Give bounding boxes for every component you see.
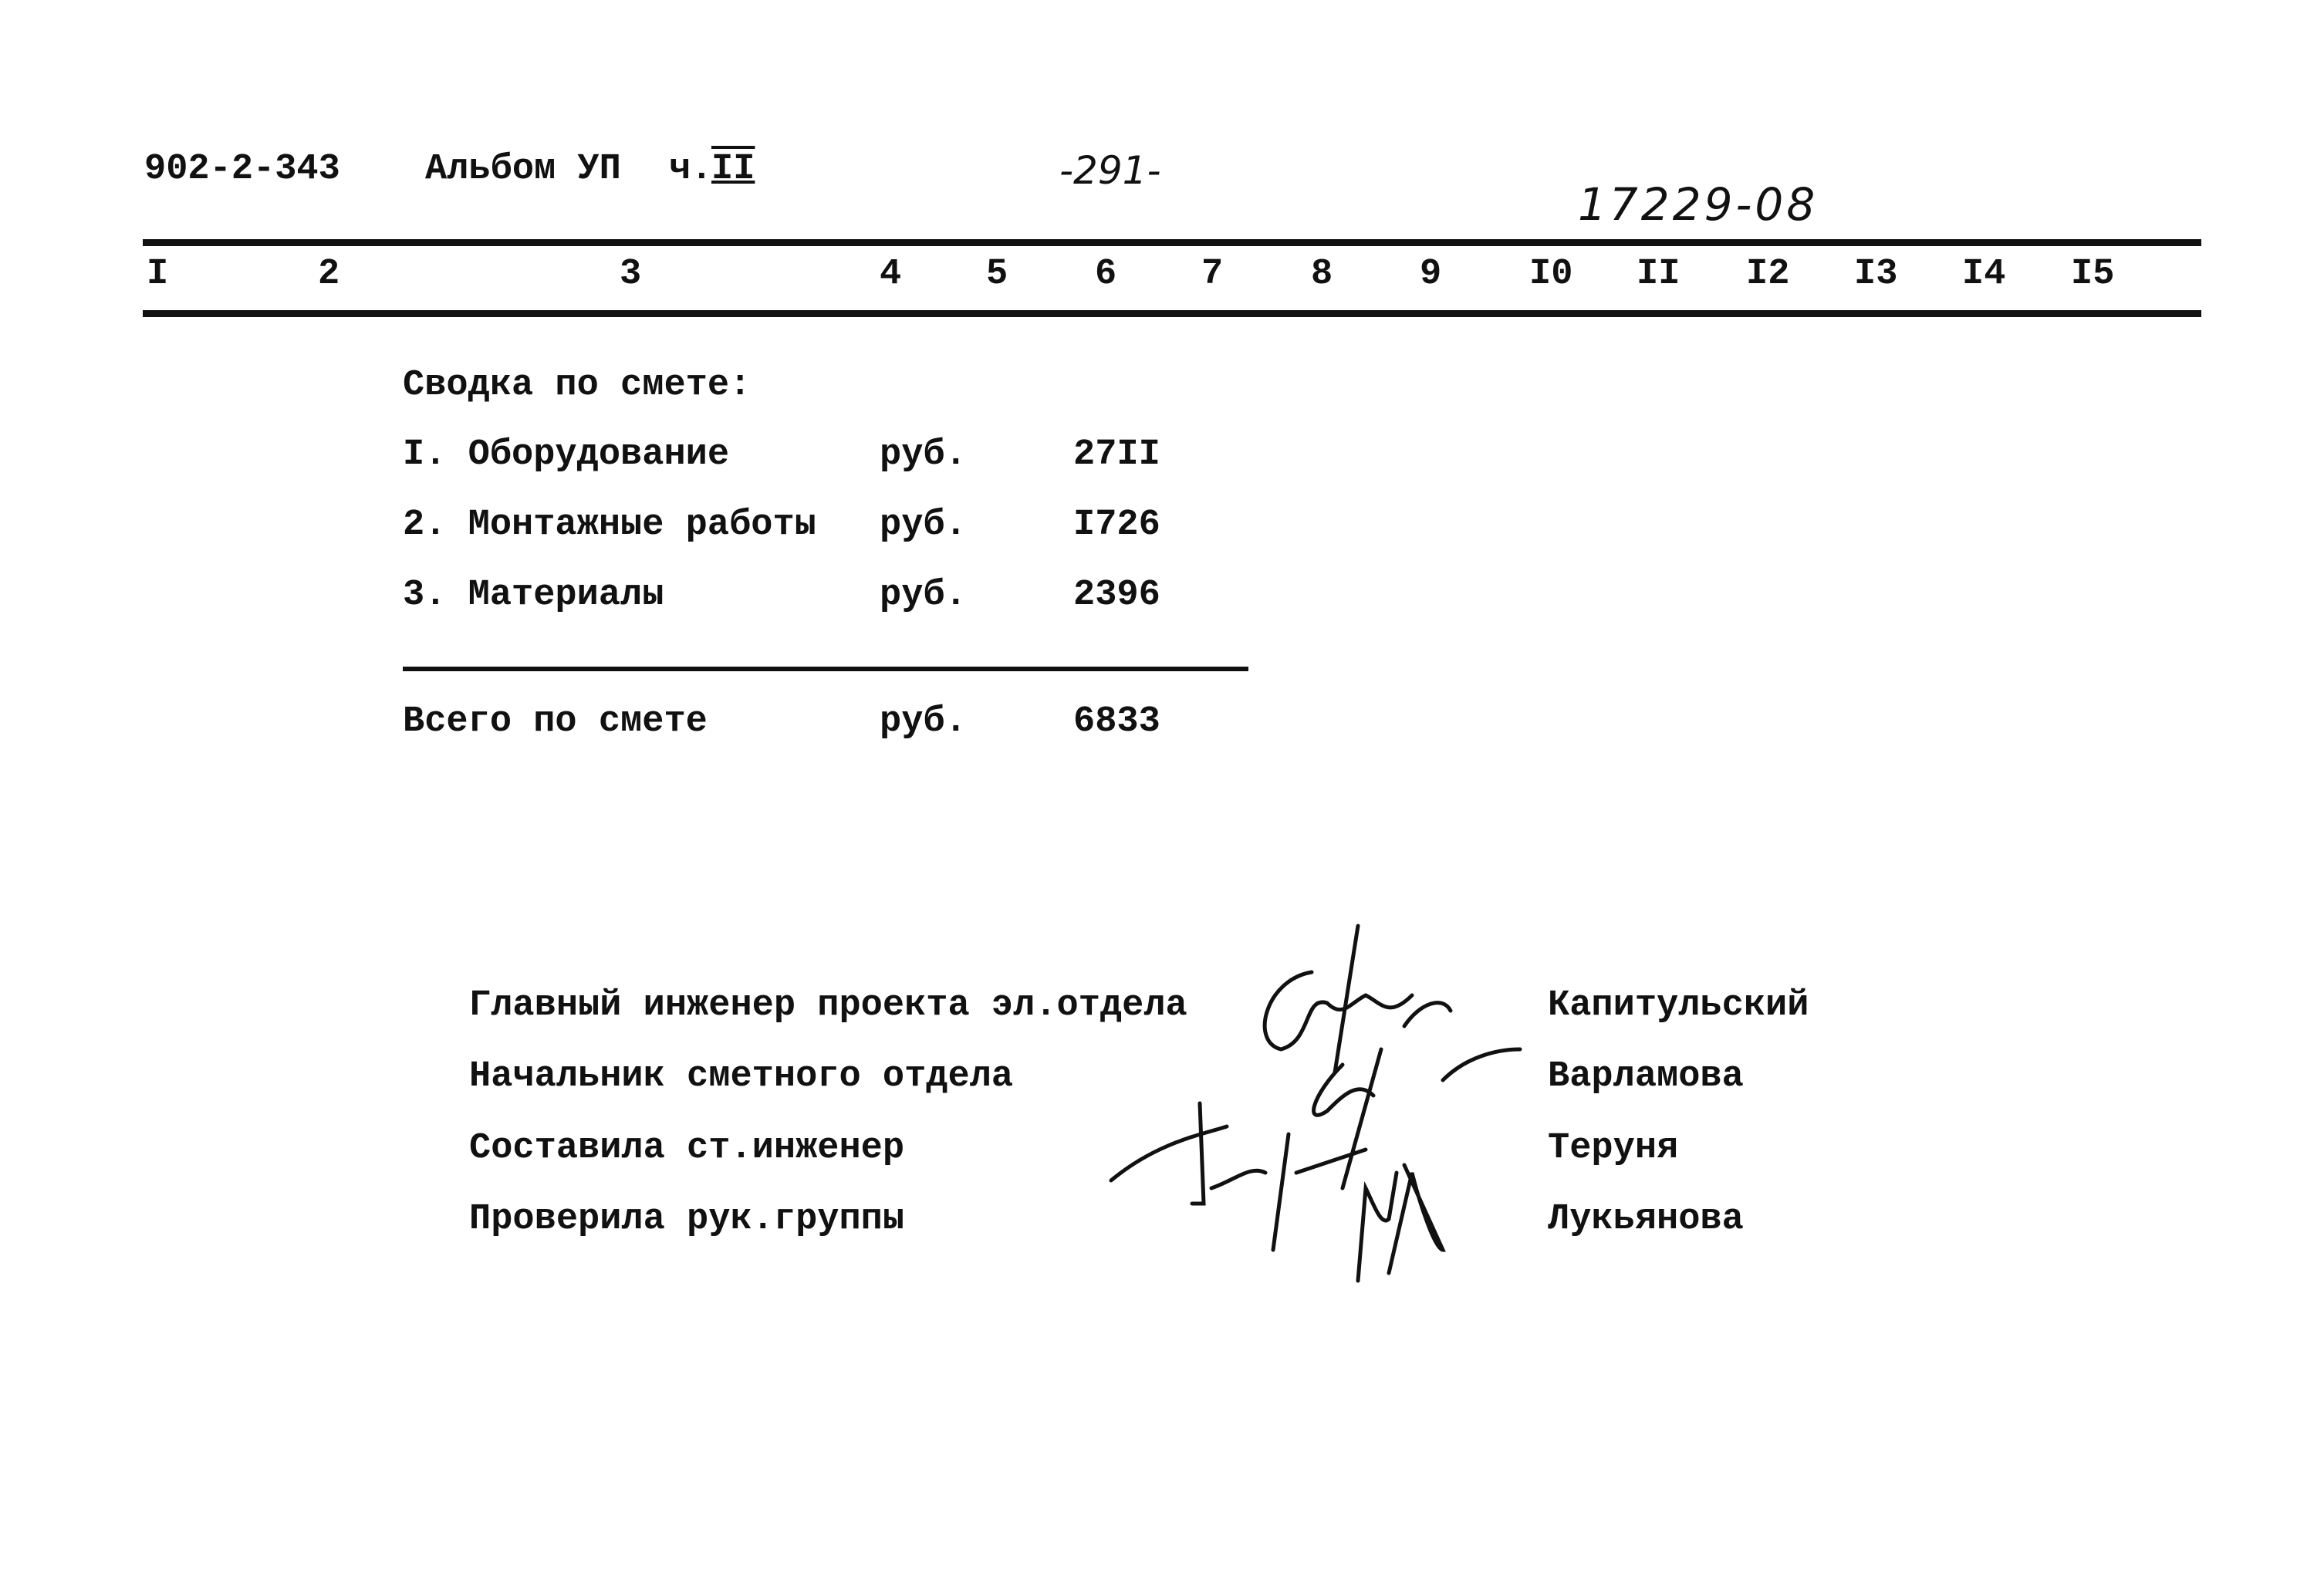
signatory-role: Составила ст.инженер <box>469 1128 905 1169</box>
column-number: I3 <box>1854 254 1898 295</box>
column-number: I <box>147 254 169 295</box>
total-unit: руб. <box>880 701 967 742</box>
column-number: I4 <box>1962 254 2006 295</box>
summary-title: Сводка по смете: <box>403 365 752 406</box>
signatory-role: Начальник сметного отдела <box>469 1056 1014 1097</box>
signatory-name: Лукьянова <box>1548 1199 1744 1240</box>
column-number: I2 <box>1746 254 1790 295</box>
signature-lukyanova <box>1358 1165 1443 1281</box>
page-number: -291- <box>1059 148 1161 193</box>
signature-varlamova <box>1314 1049 1520 1188</box>
signatory-name: Варламова <box>1548 1056 1744 1097</box>
summary-row-label: 2. Монтажные работы <box>403 505 816 545</box>
summary-row-value: I726 <box>1073 505 1160 545</box>
signature-terunyan <box>1111 1103 1366 1250</box>
column-number: 4 <box>880 254 902 295</box>
inventory-number: 17229-08 <box>1578 178 1819 231</box>
part-prefix: ч. <box>669 149 713 190</box>
total-value: 6833 <box>1073 701 1160 742</box>
signature-kapitulsky <box>1265 926 1451 1072</box>
column-number: 7 <box>1201 254 1224 295</box>
summary-row-unit: руб. <box>880 575 967 616</box>
column-number: I5 <box>2071 254 2115 295</box>
signatory-name: Капитульский <box>1548 985 1809 1026</box>
column-number: II <box>1637 254 1681 295</box>
column-number: 2 <box>318 254 340 295</box>
signatory-role: Проверила рук.группы <box>469 1199 905 1240</box>
column-number: 5 <box>986 254 1008 295</box>
signatory-role: Главный инженер проекта эл.отдела <box>469 985 1187 1026</box>
summary-row-label: I. Оборудование <box>403 434 730 475</box>
column-number: 8 <box>1311 254 1333 295</box>
album-label: Альбом УП <box>425 149 621 190</box>
doc-code: 902-2-343 <box>144 149 340 190</box>
signatory-name: Теруня <box>1548 1128 1679 1169</box>
total-label: Всего по смете <box>403 701 708 742</box>
column-number: I0 <box>1529 254 1573 295</box>
column-number: 6 <box>1095 254 1117 295</box>
summary-row-unit: руб. <box>880 505 967 545</box>
summary-row-unit: руб. <box>880 434 967 475</box>
part-number: II <box>711 149 755 190</box>
column-number: 3 <box>620 254 642 295</box>
column-number: 9 <box>1420 254 1442 295</box>
summary-row-label: 3. Материалы <box>403 575 664 616</box>
summary-row-value: 27II <box>1073 434 1160 475</box>
summary-row-value: 2396 <box>1073 575 1160 616</box>
